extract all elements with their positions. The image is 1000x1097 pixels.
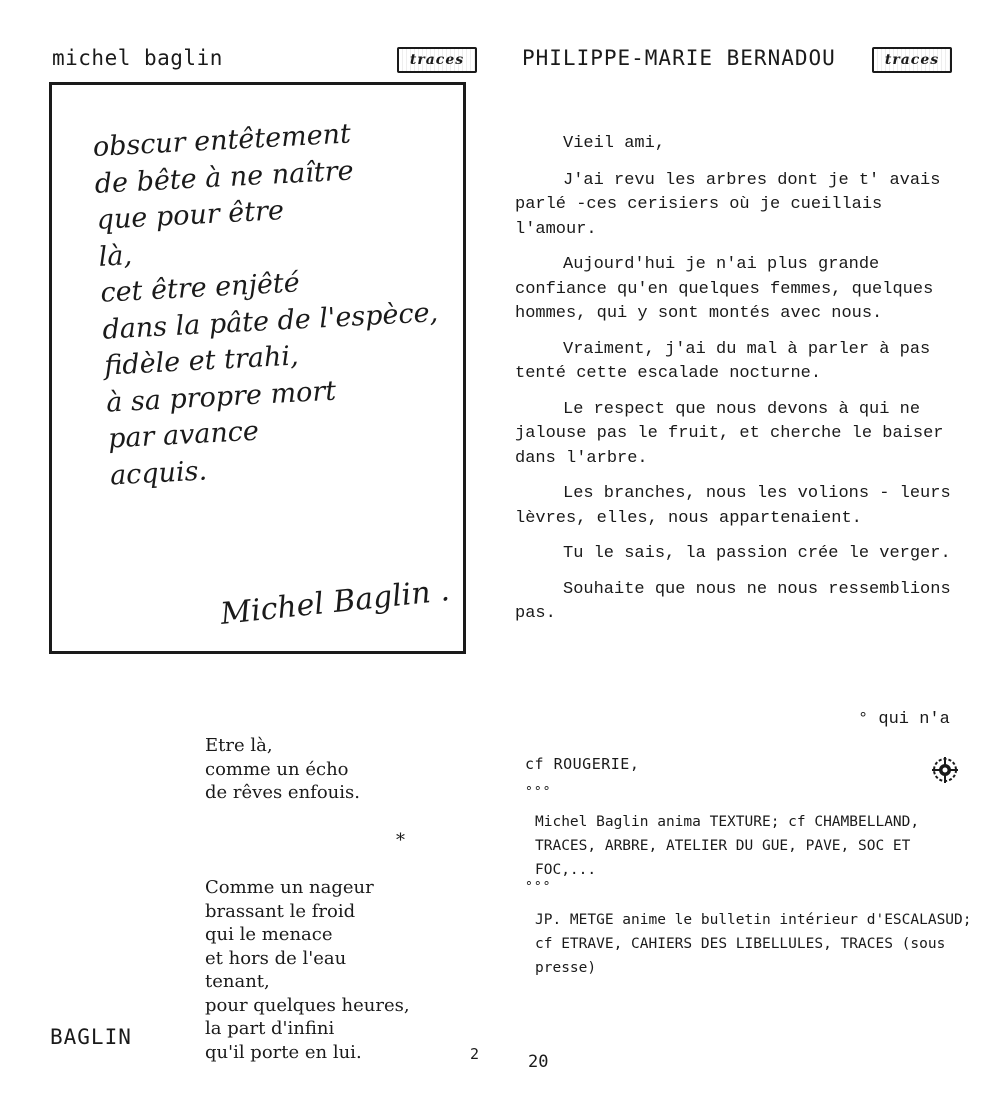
- note-baglin: Michel Baglin anima TEXTURE; cf CHAMBELLAND, TRACES, ARBRE, ATELIER DU GUE, PAVE, SOC ET FOC,...: [535, 814, 920, 878]
- ornament-stamp-icon-graphic: [930, 755, 960, 785]
- letter-paragraph: Les branches, nous les volions - leurs lèvres, elles, nous appartenaient.: [515, 484, 951, 528]
- footnote-mark: ° qui n'a: [858, 710, 950, 729]
- poem-line: Etre là,: [205, 735, 273, 756]
- traces-logo-icon: traces: [872, 47, 952, 73]
- letter-greeting: Vieil ami,: [563, 134, 666, 153]
- letter-paragraph: Vraiment, j'ai du mal à parler à pas tenté cette escalade nocturne.: [515, 339, 931, 383]
- letter-paragraph: J'ai revu les arbres dont je t' avais parlé -ces cerisiers où je cueillais l'amour.: [515, 170, 941, 239]
- ornament-stamp-icon: [930, 755, 960, 790]
- poem-line: la part d'infini: [205, 1018, 335, 1039]
- poem-line: cet être enjêté: [99, 267, 301, 309]
- poem-line: brassant le froid: [205, 900, 356, 922]
- poem-line: et hors de l'eau: [205, 947, 347, 969]
- handwritten-poem: [92, 111, 471, 494]
- poem-line: Comme un nageur: [205, 877, 374, 898]
- poem-line: acquis.: [109, 454, 208, 492]
- poem-line: que pour être: [95, 195, 285, 236]
- stanza-separator: *: [396, 830, 405, 851]
- poem-line: dans la pâte de l'espèce,: [101, 296, 439, 346]
- traces-logo-icon: traces: [397, 47, 477, 73]
- poem-line: là,: [97, 239, 133, 273]
- right-page-number: 20: [528, 1052, 549, 1072]
- note-metge: JP. METGE anime le bulletin intérieur d'ESCALASUD; cf ETRAVE, CAHIERS DES LIBELLULES, TRACES (sous presse): [535, 912, 972, 976]
- poem-line: obscur entêtement: [92, 118, 352, 163]
- poem-line: à sa propre mort: [105, 375, 337, 419]
- left-page-number: 2: [470, 1045, 480, 1063]
- poem-line: tenant,: [205, 971, 270, 992]
- poem-line: comme un écho: [205, 758, 349, 780]
- right-author-header: PHILIPPE-MARIE BERNADOU: [522, 46, 836, 70]
- left-footer-name: BAGLIN: [50, 1025, 132, 1049]
- poem-line: par avance: [107, 415, 260, 455]
- letter-paragraph: Tu le sais, la passion crée le verger.: [563, 544, 951, 563]
- printed-poem-stanza-2: [205, 876, 410, 1064]
- poem-line: de bête à ne naître: [94, 154, 355, 200]
- cf-rougerie-note: cf ROUGERIE,: [525, 755, 640, 773]
- handwritten-signature: Michel Baglin .: [218, 573, 452, 632]
- letter-paragraph: Le respect que nous devons à qui ne jalouse pas le fruit, et cherche le baiser dans l'arbre.: [515, 399, 944, 468]
- printed-poem-stanza-1: [205, 734, 360, 805]
- note-dots: °°°: [525, 785, 552, 800]
- poem-line: pour quelques heures,: [205, 994, 410, 1016]
- poem-line: de rêves enfouis.: [205, 782, 360, 803]
- poem-line: fidèle et trahi,: [103, 340, 300, 382]
- letter-body: [515, 132, 965, 638]
- letter-paragraph: Aujourd'hui je n'ai plus grande confiance qu'en quelques femmes, quelques hommes, qui y sont montés avec nous.: [515, 255, 934, 323]
- poem-line: qu'il porte en lui.: [205, 1041, 362, 1063]
- poem-line: qui le menace: [205, 924, 333, 945]
- left-author-header: michel baglin: [52, 46, 223, 70]
- letter-paragraph: Souhaite que nous ne nous ressemblions pas.: [515, 579, 951, 623]
- note-dots: °°°: [525, 880, 552, 895]
